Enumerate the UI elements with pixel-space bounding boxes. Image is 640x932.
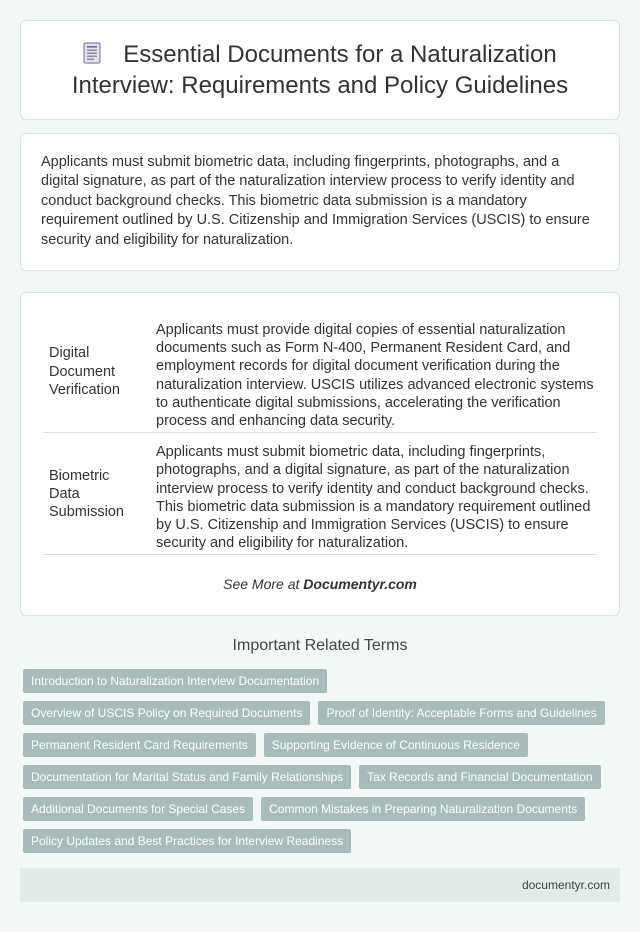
definition-table [43, 311, 597, 555]
definition-card [20, 292, 620, 616]
description-cell: Applicants must provide digital copies of essential naturalization documents such as Form N-400, Permanent Resident Card, and employment records for digital document verification during the naturalization interview. USCIS utilizes advanced electronic systems to authenticate digital submissions, accelerating the verification process and enhancing data security. [148, 311, 597, 433]
title-card [20, 20, 620, 120]
related-terms-heading: Important Related Terms [232, 637, 408, 654]
footer [20, 868, 620, 902]
page-title [21, 39, 619, 101]
description-cell: Applicants must submit biometric data, including fingerprints, photographs, and a digital signature, as part of the naturalization interview process to verify identity and conduct background checks. This biometric data submission is a mandatory requirement outlined by U.S. Citizenship and Immigration Services (USCIS) to ensure security and eligibility for naturalization. [148, 433, 597, 555]
document-icon [83, 42, 101, 64]
tag-link[interactable]: Tax Records and Financial Documentation [359, 765, 600, 789]
table-row [43, 311, 597, 433]
term-cell: Biometric Data Submission [43, 433, 148, 555]
see-more-prefix: See More at [223, 576, 300, 593]
tag-link[interactable]: Additional Documents for Special Cases [23, 797, 253, 821]
intro-card [20, 133, 620, 271]
intro-text: Applicants must submit biometric data, including fingerprints, photographs, and a digital signature, as part of the naturalization interview process to verify identity and conduct background checks. This biometric data submission is a mandatory requirement outlined by U.S. Citizenship and Immigration Services (USCIS) to ensure security and eligibility for naturalization. [41, 154, 590, 248]
tag-link[interactable]: Overview of USCIS Policy on Required Documents [23, 701, 310, 725]
tag-link[interactable]: Policy Updates and Best Practices for Interview Readiness [23, 829, 351, 853]
see-more-link[interactable]: Documentyr.com [303, 576, 417, 593]
see-more [43, 576, 597, 592]
related-terms-tags [23, 669, 613, 861]
tag-link[interactable]: Introduction to Naturalization Interview Documentation [23, 669, 327, 693]
tag-link[interactable]: Supporting Evidence of Continuous Residence [264, 733, 528, 757]
tag-link[interactable]: Common Mistakes in Preparing Naturalization Documents [261, 797, 585, 821]
footer-site-link[interactable]: documentyr.com [521, 878, 610, 892]
page-title-text: Essential Documents for a Naturalization Interview: Requirements and Policy Guidelines [71, 41, 569, 99]
tag-link[interactable]: Permanent Resident Card Requirements [23, 733, 256, 757]
tag-link[interactable]: Proof of Identity: Acceptable Forms and Guidelines [318, 701, 604, 725]
table-row [43, 433, 597, 555]
term-cell: Digital Document Verification [43, 311, 148, 433]
tag-link[interactable]: Documentation for Marital Status and Family Relationships [23, 765, 351, 789]
